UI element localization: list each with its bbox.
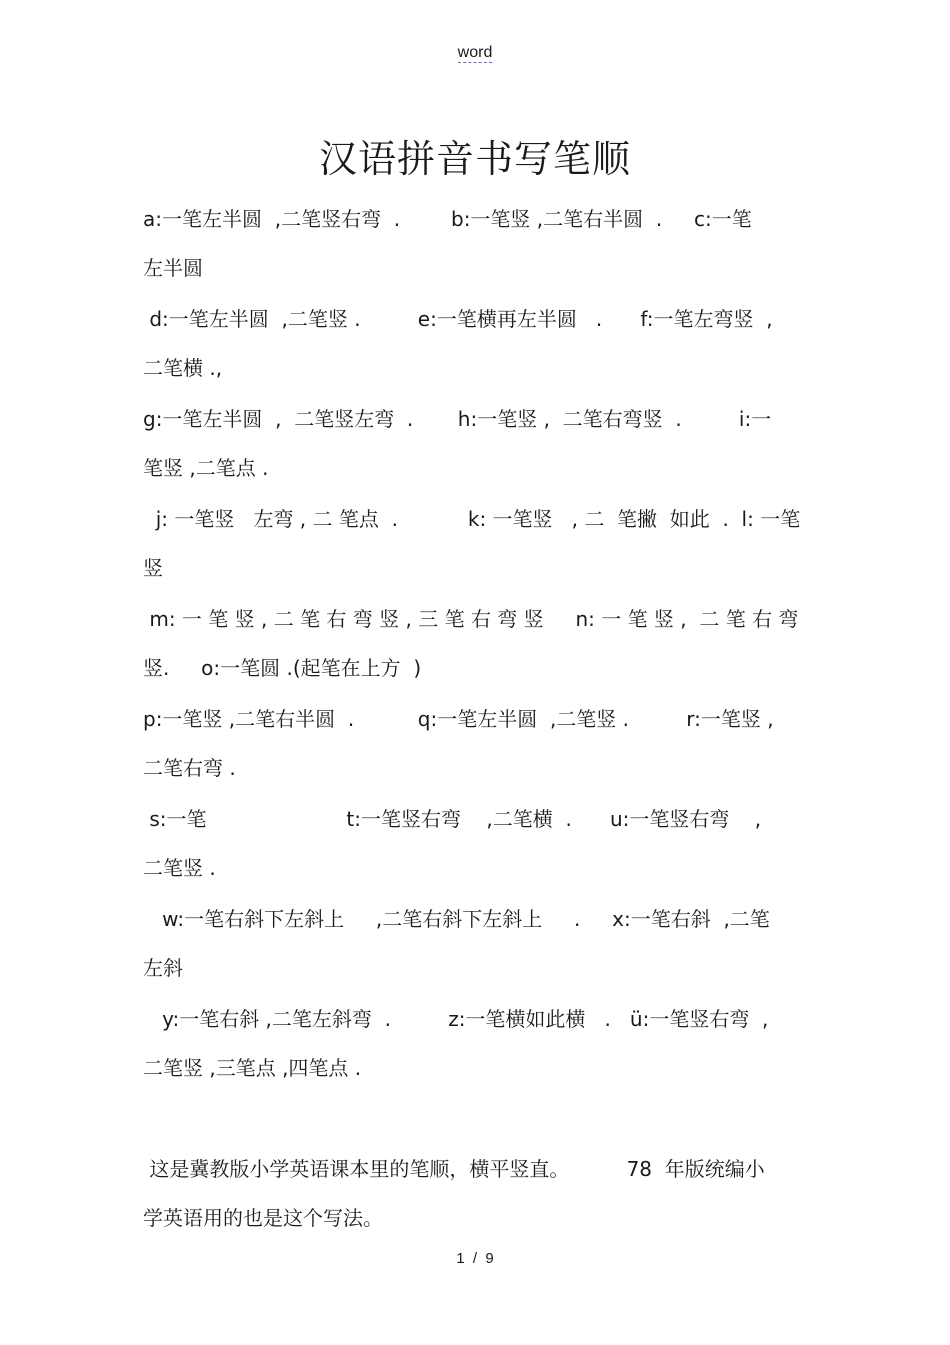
text-line: d:一笔左半圆 ,二笔竖 . e:一笔横再左半圆 . f:一笔左弯竖 , [143, 307, 773, 331]
text-line: 二笔竖 ,三笔点 ,四笔点 . [143, 1056, 362, 1080]
text-line: w:一笔右斜下左斜上 ,二笔右斜下左斜上 . x:一笔右斜 ,二笔 [143, 907, 770, 931]
text-line: a:一笔左半圆 ,二笔竖右弯 . b:一笔竖 ,二笔右半圆 . c:一笔 [143, 207, 752, 231]
text-line: p:一笔竖 ,二笔右半圆 . q:一笔左半圆 ,二笔竖 . r:一笔竖 , [143, 707, 774, 731]
text-line: j: 一笔竖 左弯 , 二 笔点 . k: 一笔竖 , 二 笔撇 如此 . l: 一笔 [143, 507, 801, 531]
text-line: y:一笔右斜 ,二笔左斜弯 . z:一笔横如此横 . ü:一笔竖右弯 , [143, 1007, 769, 1031]
text-line: 左半圆 [143, 256, 203, 280]
text-line: 竖. o:一笔圆 .(起笔在上方 ) [143, 656, 422, 680]
text-line: 二笔竖 . [143, 856, 216, 880]
header-label: word [457, 44, 493, 61]
text-line: 二笔横 ., [143, 356, 223, 380]
text-line: m: 一 笔 竖 , 二 笔 右 弯 竖 , 三 笔 右 弯 竖 n: 一 笔 竖 , 二 笔 右 弯 [143, 607, 799, 631]
text-line: 学英语用的也是这个写法。 [143, 1206, 383, 1230]
text-line: 这是冀教版小学英语课本里的笔顺，横平竖直。 78 年版统编小 [143, 1157, 765, 1181]
text-line: s:一笔 t:一笔竖右弯 ,二笔横 . u:一笔竖右弯 , [143, 807, 762, 831]
text-line: 二笔右弯 . [143, 756, 236, 780]
document-title: 汉语拼音书写笔顺 [318, 137, 631, 181]
text-line: 笔竖 ,二笔点 . [143, 456, 269, 480]
text-line: g:一笔左半圆 , 二笔竖左弯 . h:一笔竖 , 二笔右弯竖 . i:一 [143, 407, 772, 431]
text-line: 左斜 [143, 956, 183, 980]
page-number: 1 / 9 [456, 1250, 494, 1267]
text-line: 竖 [143, 556, 163, 580]
